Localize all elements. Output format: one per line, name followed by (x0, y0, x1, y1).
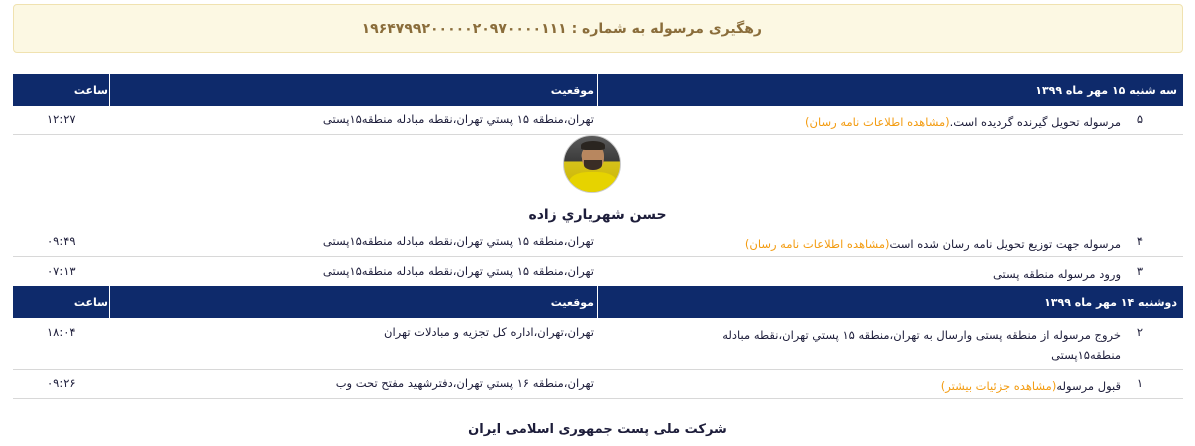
table-row (13, 234, 1183, 256)
day-header (13, 74, 1183, 106)
location-header: موقعیت (550, 295, 594, 309)
time-header: ساعت (73, 83, 108, 97)
time-header: ساعت (73, 295, 108, 309)
more-details-link[interactable]: (مشاهده جزئیات بیشتر) (940, 379, 1057, 393)
event-location: تهران،منطقه ۱۶ پستي تهران،دفترشهید مفتح تحت وب (335, 376, 594, 390)
event-number: ۴ (1136, 234, 1143, 248)
event-text: ورود مرسوله منطقه پستی (992, 267, 1121, 281)
footer-company-name: شرکت ملی پست جمهوری اسلامی ایران (468, 422, 727, 437)
event-description (671, 112, 1121, 132)
table-row (13, 325, 1183, 365)
day-header (13, 286, 1183, 318)
event-number: ۳ (1136, 264, 1143, 278)
carrier-info-link[interactable]: (مشاهده اطلاعات نامه رسان) (744, 237, 890, 251)
carrier-name: حسن شهرياري زاده (528, 207, 667, 223)
tracking-banner (13, 4, 1183, 53)
row-divider (13, 369, 1183, 370)
carrier-info-link[interactable]: (مشاهده اطلاعات نامه رسان) (805, 115, 950, 129)
date-header: دوشنبه ۱۴ مهر ماه ۱۳۹۹ (1044, 295, 1177, 309)
table-row (13, 376, 1183, 398)
column-separator (109, 286, 110, 318)
carrier-beard (584, 160, 602, 170)
carrier-photo (563, 135, 621, 193)
event-time: ۱۲:۲۷ (47, 112, 76, 126)
location-header: موقعیت (550, 83, 594, 97)
table-row (13, 264, 1183, 286)
column-separator (109, 74, 110, 106)
tracking-title: رهگیری مرسوله به شماره : ۱۹۶۴۷۹۹۲۰۰۰۰۰۲۰۹۷۰۰۰۰۱۱۱ (361, 20, 762, 37)
event-text: مرسوله تحویل گیرنده گردیده است. (949, 115, 1121, 129)
event-time: ۰۹:۲۶ (47, 376, 76, 390)
row-divider (13, 398, 1183, 399)
carrier-hair (581, 141, 605, 150)
column-separator (597, 74, 598, 106)
event-description (671, 264, 1121, 284)
column-separator (597, 286, 598, 318)
carrier-vest (569, 172, 617, 193)
event-time: ۰۷:۱۳ (47, 264, 76, 278)
table-row (13, 112, 1183, 134)
event-description (671, 234, 1121, 254)
event-time: ۱۸:۰۴ (47, 325, 76, 339)
event-number: ۱ (1136, 376, 1143, 390)
row-divider (13, 256, 1183, 257)
event-text: خروج مرسوله از منطقه پستی وارسال به تهران،منطقه ۱۵ پستي تهران،نقطه مبادله منطقه۱۵پستی (722, 328, 1121, 362)
event-location: تهران،منطقه ۱۵ پستي تهران،نقطه مبادله منطقه۱۵پستی (322, 234, 594, 248)
event-number: ۲ (1136, 325, 1143, 339)
event-text: قبول مرسوله (1056, 379, 1121, 393)
event-description (671, 376, 1121, 396)
event-time: ۰۹:۴۹ (47, 234, 76, 248)
event-text: مرسوله جهت توزیع تحویل نامه رسان شده است (889, 237, 1121, 251)
event-location: تهران،تهران،اداره کل تجزیه و مبادلات تهران (384, 325, 594, 339)
date-header: سه شنبه ۱۵ مهر ماه ۱۳۹۹ (1035, 83, 1177, 97)
event-location: تهران،منطقه ۱۵ پستي تهران،نقطه مبادله منطقه۱۵پستی (322, 112, 594, 126)
event-number: ۵ (1136, 112, 1143, 126)
event-description (671, 325, 1121, 365)
event-location: تهران،منطقه ۱۵ پستي تهران،نقطه مبادله منطقه۱۵پستی (322, 264, 594, 278)
